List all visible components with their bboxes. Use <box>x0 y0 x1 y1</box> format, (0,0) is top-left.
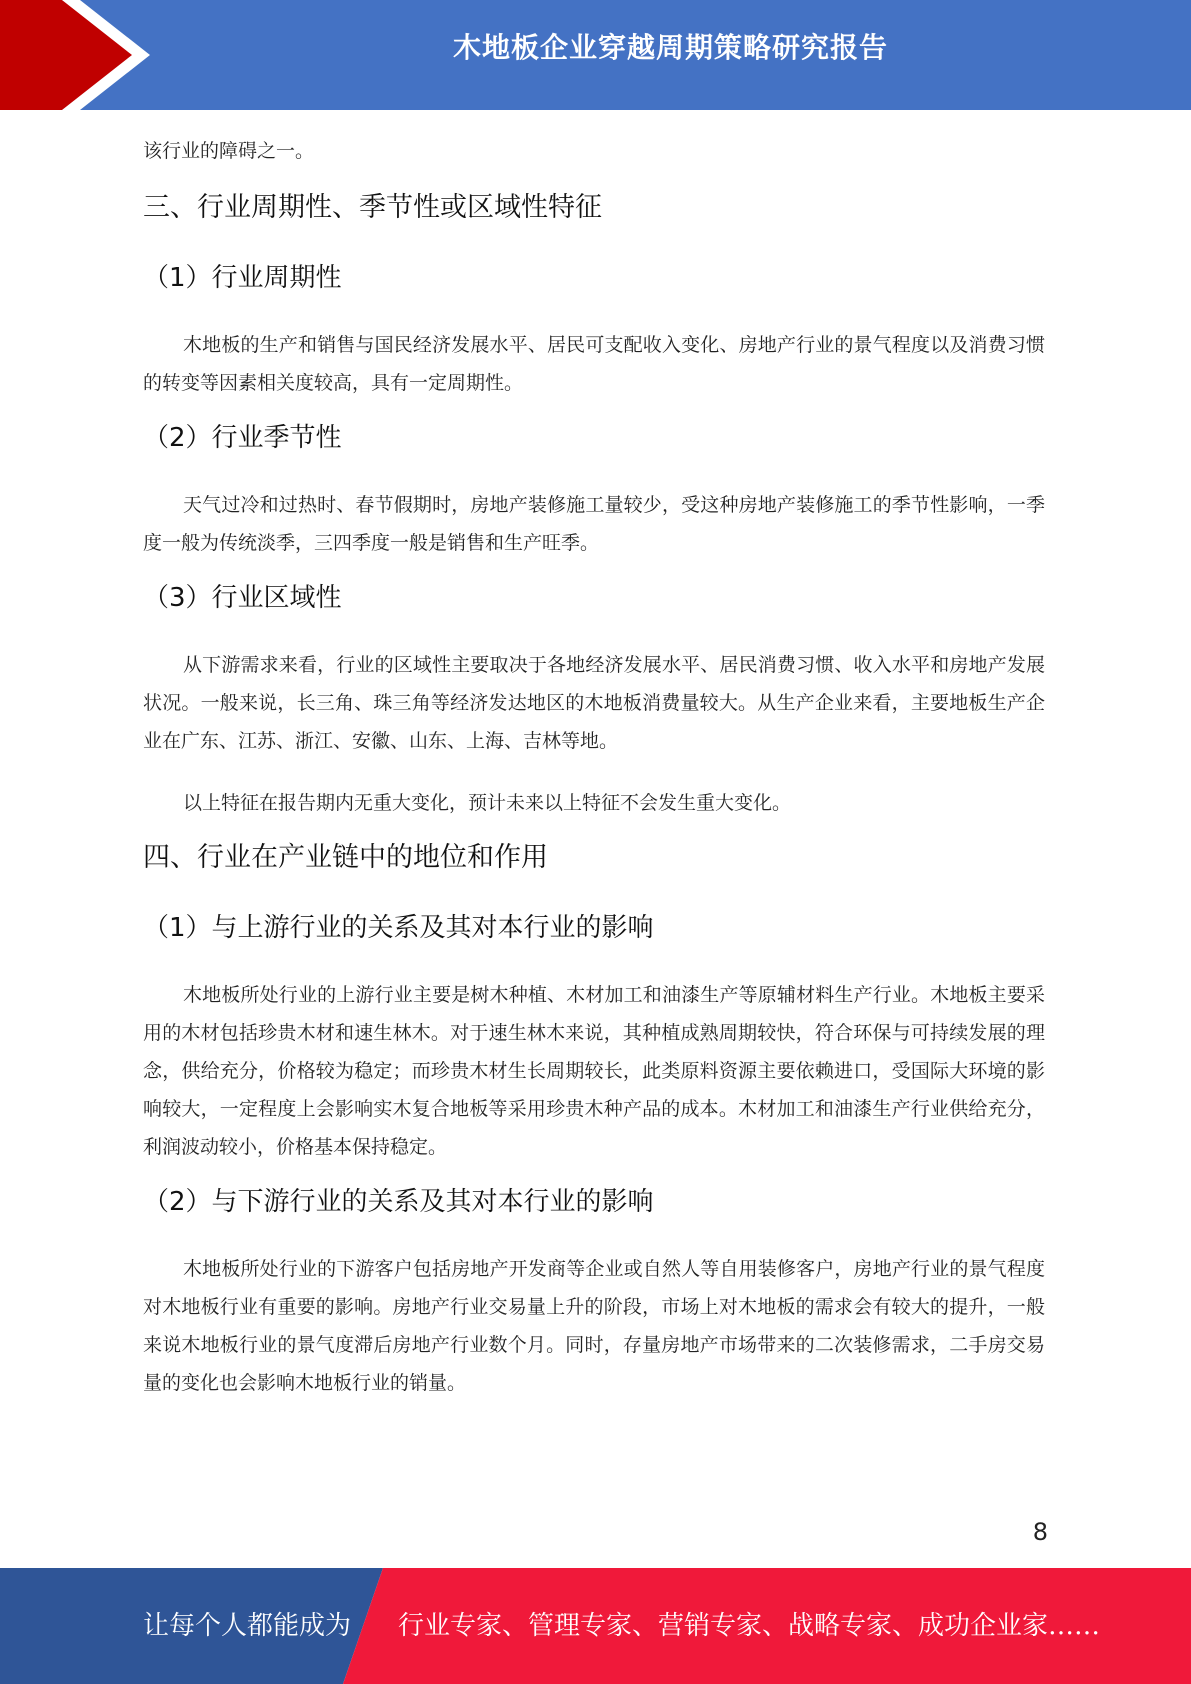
continuation-paragraph: 该行业的障碍之一。 <box>143 140 315 162</box>
page-header <box>0 0 1191 110</box>
footer-slogan-right: 行业专家、管理专家、营销专家、战略专家、成功企业家…… <box>398 1611 1101 1641</box>
header-title: 木地板企业穿越周期策略研究报告 <box>452 31 888 64</box>
section-4-2-paragraph: 木地板所处行业的下游客户包括房地产开发商等企业或自然人等自用装修客户，房地产行业的景气程度对木地板行业有重要的影响。房地产行业交易量上升的阶段，市场上对木地板的需求会有较大的提升，一般来说木地板行业的景气度滞后房地产行业数个月。同时，存量房地产市场带来的二次装修需求，二手房交易量的变化也会影响木地板行业的销量。 <box>143 1258 1045 1394</box>
section-3-2-paragraph: 天气过冷和过热时、春节假期时，房地产装修施工量较少，受这种房地产装修施工的季节性影响，一季度一般为传统淡季，三四季度一般是销售和生产旺季。 <box>143 494 1045 554</box>
section-3-3-summary: 以上特征在报告期内无重大变化，预计未来以上特征不会发生重大变化。 <box>183 792 792 814</box>
footer-slogan-left: 让每个人都能成为 <box>143 1611 352 1641</box>
page-number: 8 <box>1032 1518 1048 1546</box>
document-body <box>143 132 1045 1402</box>
section-4-1-heading: （1）与上游行业的关系及其对本行业的影响 <box>143 913 654 943</box>
section-3-2-heading: （2）行业季节性 <box>143 423 342 453</box>
section-3-3-heading: （3）行业区域性 <box>143 583 342 613</box>
section-3-1-paragraph: 木地板的生产和销售与国民经济发展水平、居民可支配收入变化、房地产行业的景气程度以及消费习惯的转变等因素相关度较高，具有一定周期性。 <box>143 334 1045 394</box>
section-4-2-heading: （2）与下游行业的关系及其对本行业的影响 <box>143 1187 654 1217</box>
section-4-1-paragraph: 木地板所处行业的上游行业主要是树木种植、木材加工和油漆生产等原辅材料生产行业。木地板主要采用的木材包括珍贵木材和速生林木。对于速生林木来说，其种植成熟周期较快，符合环保与可持续发展的理念，供给充分，价格较为稳定；而珍贵木材生长周期较长，此类原料资源主要依赖进口，受国际大环境的影响较大，一定程度上会影响实木复合地板等采用珍贵木种产品的成本。木材加工和油漆生产行业供给充分，利润波动较小，价格基本保持稳定。 <box>143 984 1045 1158</box>
section-3-3-paragraph: 从下游需求来看，行业的区域性主要取决于各地经济发展水平、居民消费习惯、收入水平和房地产发展状况。一般来说，长三角、珠三角等经济发达地区的木地板消费量较大。从生产企业来看，主要地板生产企业在广东、江苏、浙江、安徽、山东、上海、吉林等地。 <box>143 654 1045 752</box>
section-3-1-heading: （1）行业周期性 <box>143 263 342 293</box>
section-4-heading: 四、行业在产业链中的地位和作用 <box>143 842 548 873</box>
section-3-heading: 三、行业周期性、季节性或区域性特征 <box>143 192 602 223</box>
page-footer <box>0 1568 1191 1684</box>
